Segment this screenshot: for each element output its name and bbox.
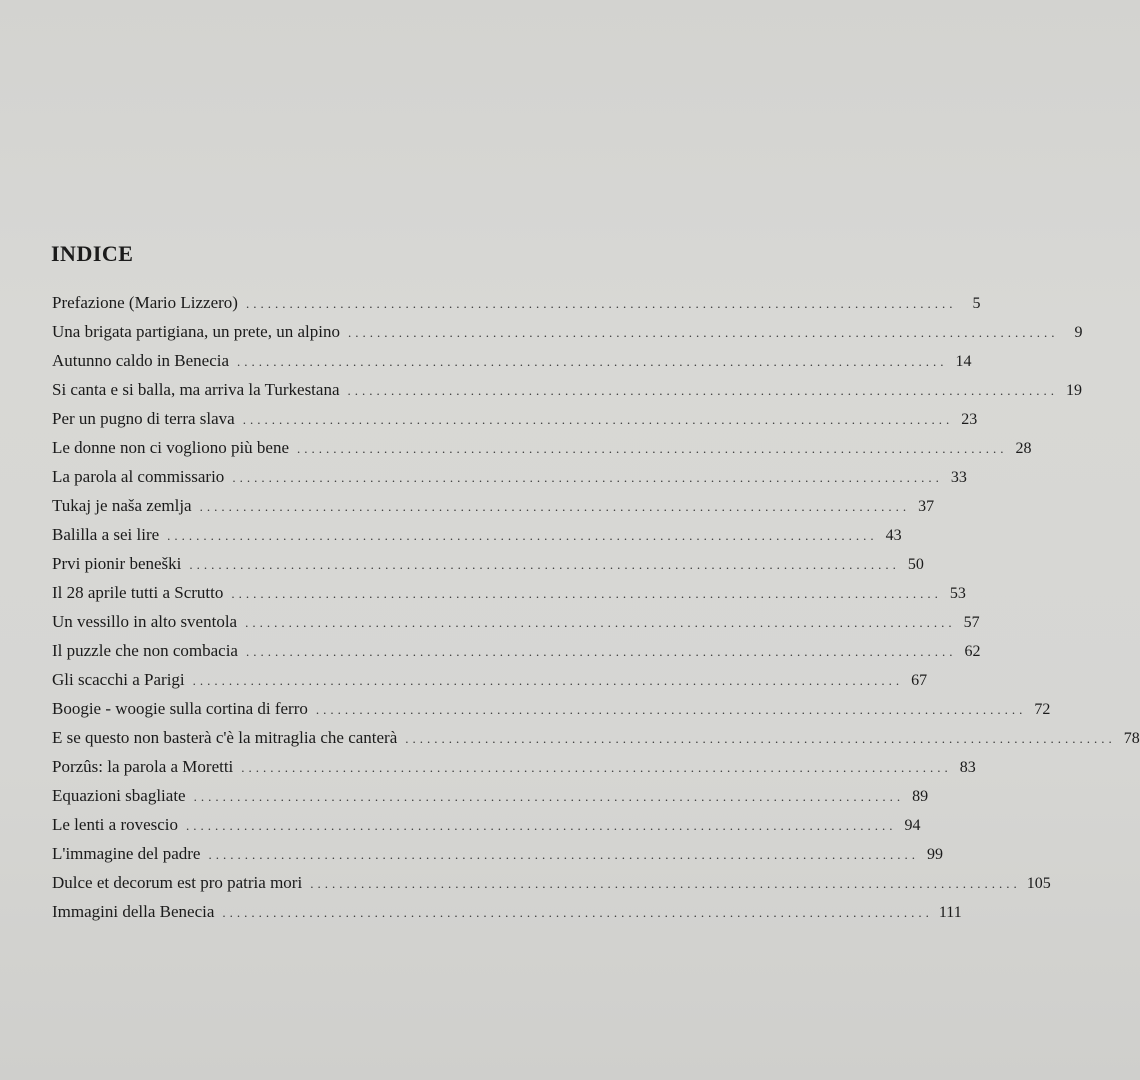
toc-entry bbox=[52, 578, 966, 607]
dot-leader: .................................................................................................. bbox=[245, 296, 957, 311]
toc-entry-title: Dulce et decorum est pro patria mori bbox=[52, 873, 303, 892]
toc-entry bbox=[52, 346, 972, 375]
toc-entry bbox=[52, 897, 962, 926]
dot-leader: .................................................................................................. bbox=[347, 383, 1058, 398]
toc-entry-page: 19 bbox=[1066, 382, 1082, 399]
dot-leader: .................................................................................................. bbox=[315, 702, 1027, 717]
toc-entry-page: 37 bbox=[918, 498, 935, 515]
toc-entry-title: Per un pugno di terra slava bbox=[52, 409, 235, 428]
toc-entry-title: Un vessillo in alto sventola bbox=[52, 612, 238, 631]
toc-entry-page: 83 bbox=[959, 759, 976, 776]
toc-entry-title: E se questo non basterà c'è la mitraglia che canterà bbox=[52, 728, 398, 747]
toc-entry bbox=[52, 781, 929, 810]
toc-entry-page: 9 bbox=[1074, 324, 1083, 341]
toc-entry-page: 50 bbox=[907, 556, 924, 573]
toc-entry-title: Si canta e si balla, ma arriva la Turkestana bbox=[52, 380, 340, 399]
dot-leader: .................................................................................................. bbox=[167, 528, 878, 543]
dot-leader: .................................................................................................. bbox=[193, 789, 905, 804]
toc-entry bbox=[52, 868, 1051, 897]
toc-entry bbox=[52, 520, 902, 549]
dot-leader: .................................................................................................. bbox=[245, 644, 957, 659]
toc-entry-title: Porzûs: la parola a Moretti bbox=[52, 757, 234, 776]
toc-entry-page: 5 bbox=[972, 295, 981, 312]
toc-entry-page: 72 bbox=[1034, 701, 1051, 718]
toc-entry bbox=[52, 665, 928, 694]
toc-entry bbox=[52, 375, 1082, 404]
dot-leader: .................................................................................................. bbox=[192, 673, 904, 688]
dot-leader: .................................................................................................. bbox=[297, 441, 1008, 456]
table-of-contents bbox=[52, 288, 1140, 926]
toc-entry bbox=[52, 317, 1083, 346]
toc-entry-page: 57 bbox=[963, 614, 980, 631]
toc-entry-page: 33 bbox=[950, 469, 967, 486]
toc-entry-title: L'immagine del padre bbox=[52, 844, 201, 863]
toc-entry-title: Le donne non ci vogliono più bene bbox=[52, 438, 290, 457]
toc-entry-title: La parola al commissario bbox=[52, 467, 225, 486]
toc-entry bbox=[52, 723, 1140, 752]
dot-leader: .................................................................................................. bbox=[189, 557, 900, 572]
index-heading: INDICE bbox=[51, 241, 134, 266]
toc-entry-page: 67 bbox=[911, 672, 928, 689]
toc-entry-page: 111 bbox=[938, 904, 962, 921]
toc-entry-page: 28 bbox=[1015, 440, 1032, 457]
toc-entry-title: Immagini della Benecia bbox=[52, 902, 215, 921]
toc-entry bbox=[52, 636, 981, 665]
dot-leader: .................................................................................................. bbox=[310, 876, 1021, 891]
toc-entry bbox=[52, 491, 935, 520]
toc-entry bbox=[52, 839, 943, 868]
toc-entry-page: 62 bbox=[964, 643, 981, 660]
toc-entry-page: 14 bbox=[955, 353, 972, 370]
toc-entry-title: Tukaj je naša zemlja bbox=[52, 496, 192, 515]
toc-entry-page: 89 bbox=[912, 788, 929, 805]
dot-leader: .................................................................................................. bbox=[199, 499, 911, 514]
toc-entry-page: 94 bbox=[904, 817, 921, 834]
toc-entry bbox=[52, 607, 980, 636]
dot-leader: .................................................................................................. bbox=[241, 760, 952, 775]
toc-entry bbox=[52, 288, 981, 317]
toc-entry-title: Gli scacchi a Parigi bbox=[52, 670, 185, 689]
toc-entry bbox=[52, 752, 976, 781]
dot-leader: .................................................................................................. bbox=[232, 470, 943, 485]
toc-entry-title: Una brigata partigiana, un prete, un alpino bbox=[52, 322, 340, 341]
toc-entry bbox=[52, 404, 978, 433]
dot-leader: .................................................................................................. bbox=[242, 412, 954, 427]
toc-entry-title: Prvi pionir beneški bbox=[52, 554, 182, 573]
toc-entry-page: 99 bbox=[926, 846, 943, 863]
toc-entry-page: 43 bbox=[885, 527, 902, 544]
toc-entry-page: 105 bbox=[1026, 875, 1051, 892]
toc-entry-title: Il 28 aprile tutti a Scrutto bbox=[52, 583, 224, 602]
toc-entry-page: 78 bbox=[1123, 730, 1140, 747]
dot-leader: .................................................................................................. bbox=[186, 818, 897, 833]
dot-leader: .................................................................................................. bbox=[347, 325, 1059, 340]
toc-entry-title: Il puzzle che non combacia bbox=[52, 641, 238, 660]
toc-entry bbox=[52, 462, 967, 491]
toc-entry bbox=[52, 694, 1051, 723]
toc-entry-page: 53 bbox=[949, 585, 966, 602]
toc-entry-title: Equazioni sbagliate bbox=[52, 786, 186, 805]
toc-entry bbox=[52, 549, 924, 578]
toc-entry bbox=[52, 810, 921, 839]
dot-leader: .................................................................................................. bbox=[405, 731, 1116, 746]
toc-entry-page: 23 bbox=[961, 411, 978, 428]
dot-leader: .................................................................................................. bbox=[231, 586, 942, 601]
dot-leader: .................................................................................................. bbox=[222, 905, 933, 920]
toc-entry bbox=[52, 433, 1032, 462]
toc-entry-title: Autunno caldo in Benecia bbox=[52, 351, 230, 370]
dot-leader: .................................................................................................. bbox=[237, 354, 948, 369]
toc-entry-title: Le lenti a rovescio bbox=[52, 815, 179, 834]
toc-entry-title: Prefazione (Mario Lizzero) bbox=[52, 293, 238, 312]
toc-entry-title: Balilla a sei lire bbox=[52, 525, 160, 544]
toc-entry-title: Boogie - woogie sulla cortina di ferro bbox=[52, 699, 308, 718]
dot-leader: .................................................................................................. bbox=[208, 847, 919, 862]
dot-leader: .................................................................................................. bbox=[245, 615, 956, 630]
